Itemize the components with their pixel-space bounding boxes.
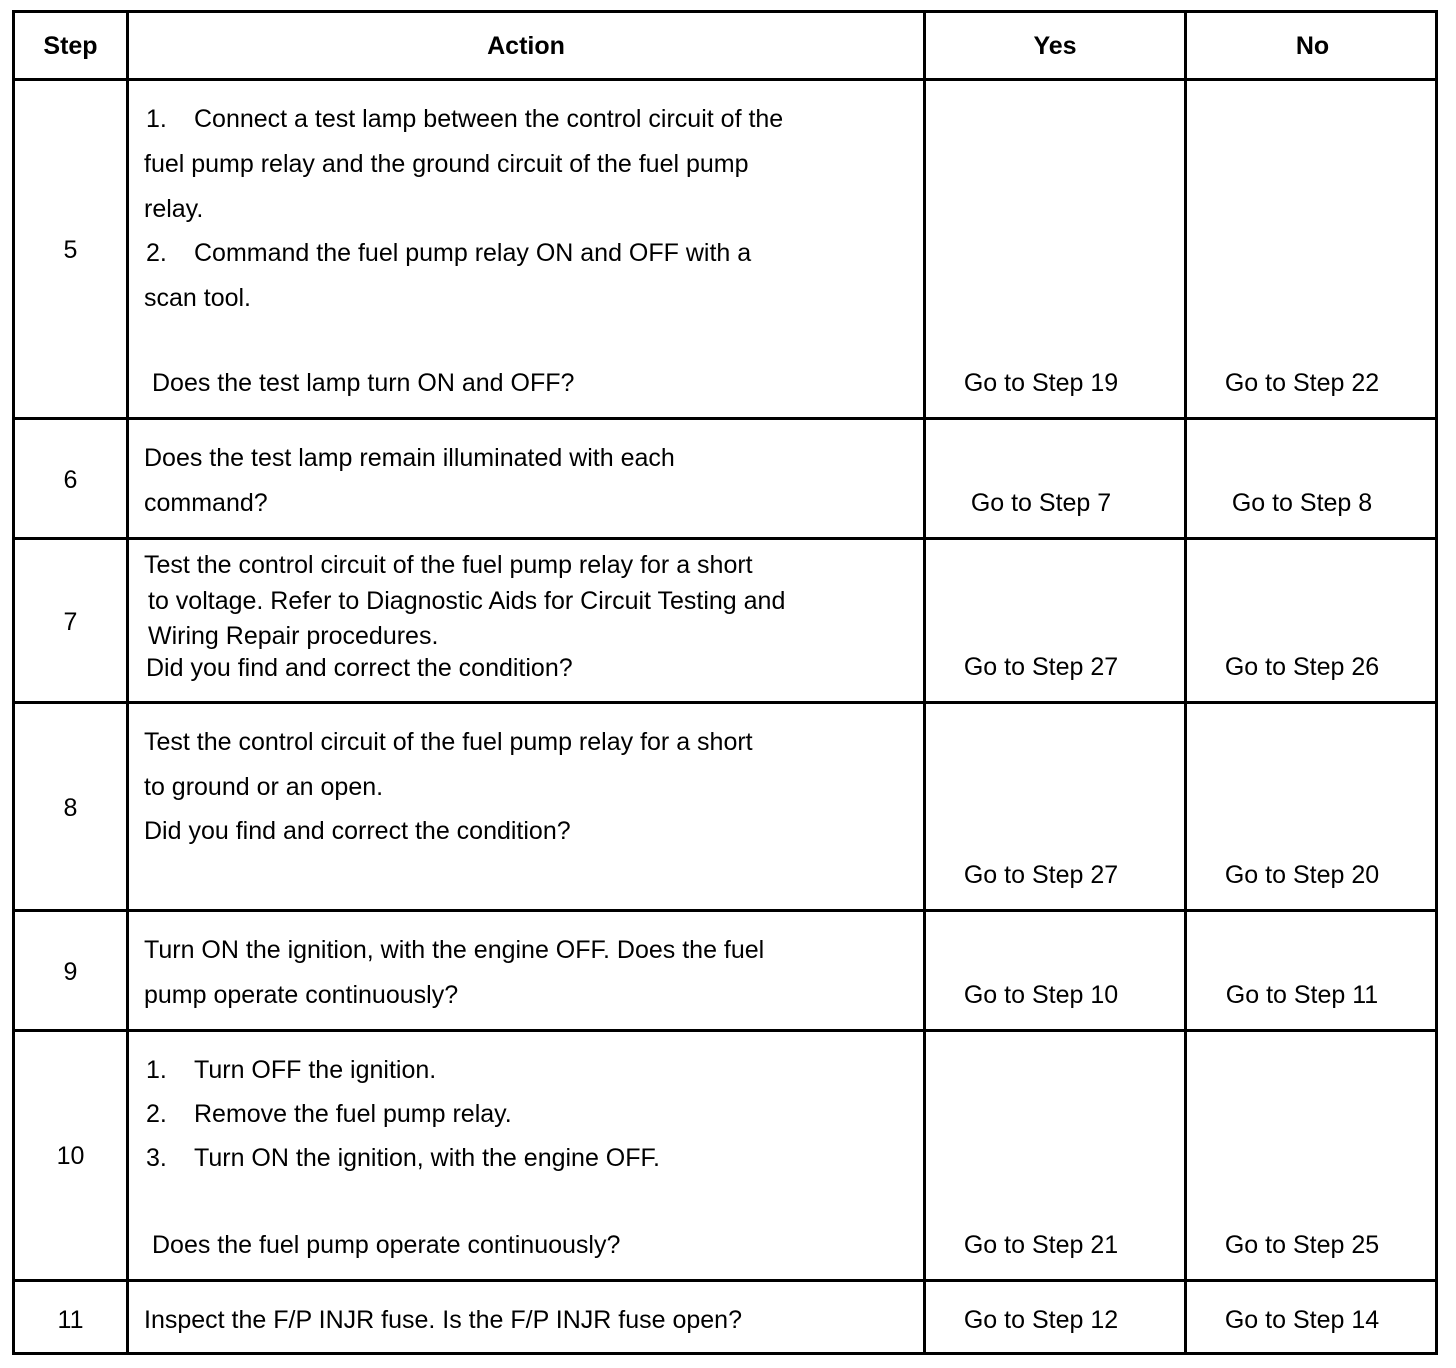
column-divider <box>126 13 129 1352</box>
item-number: 1. <box>146 1056 167 1084</box>
action-list-item <box>146 107 783 132</box>
no-result: Go to Step 11 <box>1225 981 1379 1009</box>
header-yes: Yes <box>1033 32 1077 60</box>
item-number: 2. <box>146 239 167 267</box>
item-text: Turn ON the ignition, with the engine OFF. <box>194 1144 660 1172</box>
action-line: relay. <box>144 195 204 223</box>
action-list-item <box>146 1102 512 1127</box>
no-result: Go to Step 26 <box>1224 653 1380 681</box>
action-line: pump operate continuously? <box>144 981 459 1009</box>
column-divider <box>923 13 926 1352</box>
item-number: 1. <box>146 105 167 133</box>
yes-result: Go to Step 27 <box>963 861 1119 889</box>
action-question: Does the test lamp turn ON and OFF? <box>152 369 575 397</box>
action-line: to ground or an open. <box>144 773 384 801</box>
no-result: Go to Step 25 <box>1224 1231 1380 1259</box>
row-divider <box>15 1029 1435 1032</box>
item-text: Remove the fuel pump relay. <box>194 1100 512 1128</box>
column-divider <box>1184 13 1187 1352</box>
header-action: Action <box>487 32 565 60</box>
step-number: 7 <box>63 608 78 636</box>
step-number: 11 <box>57 1306 84 1334</box>
yes-result: Go to Step 21 <box>963 1231 1119 1259</box>
yes-result: Go to Step 19 <box>963 369 1119 397</box>
header-step: Step <box>43 32 98 60</box>
yes-result: Go to Step 7 <box>970 489 1112 517</box>
row-divider <box>15 537 1435 540</box>
action-question: Does the fuel pump operate continuously? <box>152 1231 621 1259</box>
action-list-item <box>146 241 751 266</box>
item-number: 3. <box>146 1144 167 1172</box>
action-line: Wiring Repair procedures. <box>148 622 439 650</box>
no-result: Go to Step 20 <box>1224 861 1380 889</box>
action-line: Did you find and correct the condition? <box>144 817 571 845</box>
diagnostic-table <box>12 10 1438 1355</box>
action-line: to voltage. Refer to Diagnostic Aids for Circuit Testing and <box>148 587 786 615</box>
action-line: Did you find and correct the condition? <box>146 654 573 682</box>
no-result: Go to Step 14 <box>1224 1306 1380 1334</box>
yes-result: Go to Step 27 <box>963 653 1119 681</box>
item-text: Command the fuel pump relay ON and OFF with a <box>194 239 752 267</box>
step-number: 10 <box>56 1142 85 1170</box>
header-no: No <box>1295 32 1330 60</box>
action-line: fuel pump relay and the ground circuit of the fuel pump <box>144 150 749 178</box>
no-result: Go to Step 8 <box>1231 489 1373 517</box>
row-divider <box>15 417 1435 420</box>
action-line: Test the control circuit of the fuel pump relay for a short <box>144 728 753 756</box>
step-number: 5 <box>63 236 78 264</box>
step-number: 8 <box>63 794 78 822</box>
action-line: scan tool. <box>144 284 252 312</box>
yes-result: Go to Step 10 <box>963 981 1119 1009</box>
action-line: command? <box>144 489 268 517</box>
action-line: Turn ON the ignition, with the engine OFF. Does the fuel <box>144 936 765 964</box>
action-line: Inspect the F/P INJR fuse. Is the F/P INJR fuse open? <box>144 1306 742 1334</box>
row-divider <box>15 909 1435 912</box>
no-result: Go to Step 22 <box>1224 369 1380 397</box>
yes-result: Go to Step 12 <box>963 1306 1119 1334</box>
step-number: 9 <box>63 958 78 986</box>
item-number: 2. <box>146 1100 167 1128</box>
row-divider <box>15 1279 1435 1282</box>
item-text: Turn OFF the ignition. <box>194 1056 437 1084</box>
step-number: 6 <box>63 466 78 494</box>
action-list-item <box>146 1058 436 1083</box>
action-line: Does the test lamp remain illuminated with each <box>144 444 675 472</box>
row-divider <box>15 701 1435 704</box>
item-text: Connect a test lamp between the control circuit of the <box>194 105 784 133</box>
row-divider <box>15 78 1435 81</box>
action-list-item <box>146 1146 660 1171</box>
action-line: Test the control circuit of the fuel pump relay for a short <box>144 551 753 579</box>
